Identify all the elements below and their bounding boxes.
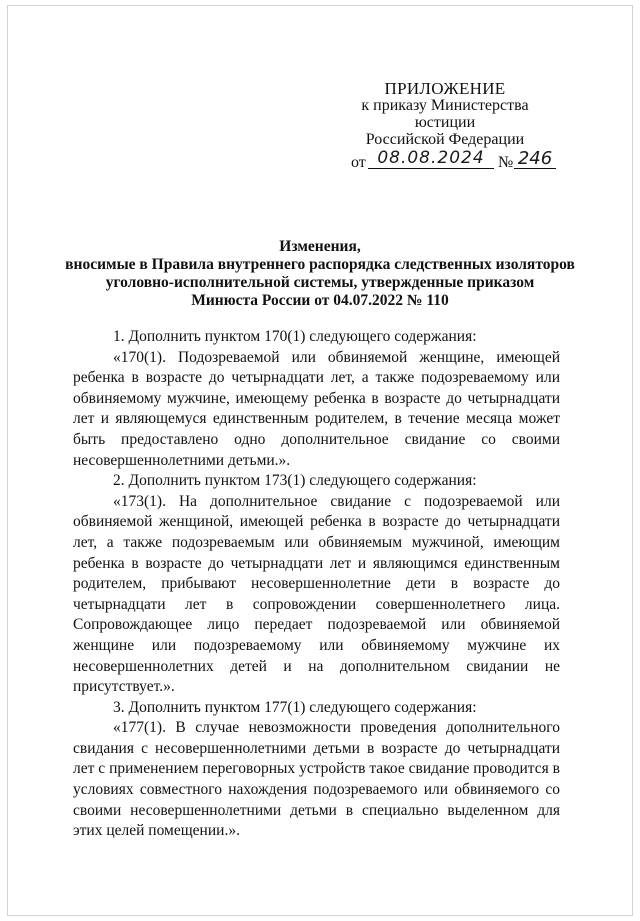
paragraph-170-1: «170(1). Подозреваемой или обвиняемой женщине, имеющей ребенка в возрасте до четырнадцати лет, а также подозреваемому или обвиняемому мужчине, имеющему ребенка в возрасте до четырнадцати лет и являющемуся единственным родителем, в течение месяца может быть предоставлено одно дополнительное свидание со своими несовершеннолетними детьми.».	[73, 348, 560, 469]
heading-line-1: Изменения,	[279, 238, 361, 255]
appendix-federation-line: Российской Федерации	[365, 131, 525, 148]
paragraph-177-1: «177(1). В случае невозможности проведения дополнительного свидания с несовершеннолетними детьми в возрасте до четырнадцати лет с применением переговорных устройств такое свидание проводится в условиях совместного нахождения подозреваемого или обвиняемого со своими несовершеннолетними детьми в специально выделенном для этих целей помещении.».	[73, 719, 560, 840]
date-prefix: от	[351, 154, 366, 171]
appendix-block	[330, 80, 560, 173]
paragraph-item-1: 1. Дополнить пунктом 170(1) следующего содержания:	[113, 328, 477, 345]
heading-line-3: уголовно-исполнительной системы, утвержденные приказом	[105, 274, 535, 291]
appendix-title: ПРИЛОЖЕНИЕ	[384, 79, 506, 98]
number-prefix: №	[498, 154, 514, 171]
paragraph-item-3: 3. Дополнить пунктом 177(1) следующего содержания:	[113, 698, 477, 716]
appendix-order-line: к приказу Министерства юстиции	[361, 97, 529, 131]
paragraph-item-2: 2. Дополнить пунктом 173(1) следующего содержания:	[113, 472, 477, 490]
document-heading	[60, 238, 580, 310]
heading-line-4: Минюста России от 04.07.2022 № 110	[191, 292, 449, 309]
handwritten-number: 246	[514, 149, 556, 169]
handwritten-date: 08.08.2024	[368, 149, 494, 169]
document-body	[73, 327, 560, 842]
paragraph-173-1: «173(1). На дополнительное свидание с подозреваемой или обвиняемой женщиной, имеющей ребенка в возрасте до четырнадцати лет, а также подозреваемым или обвиняемым мужчиной, имеющим ребенка в возрасте до четырнадцати лет и являющимся единственным родителем, прибывают несовершеннолетние дети в возрасте до четырнадцати лет в сопровождении совершеннолетнего лица. Сопровождающее лицо передает подозреваемой или обвиняемой женщине или подозреваемому или обвиняемому мужчине их несовершеннолетних детей и на дополнительном свидании не присутствует.».	[73, 492, 560, 696]
appendix-date-number-line	[330, 149, 560, 173]
heading-line-2: вносимые в Правила внутреннего распорядка следственных изоляторов	[65, 256, 575, 273]
